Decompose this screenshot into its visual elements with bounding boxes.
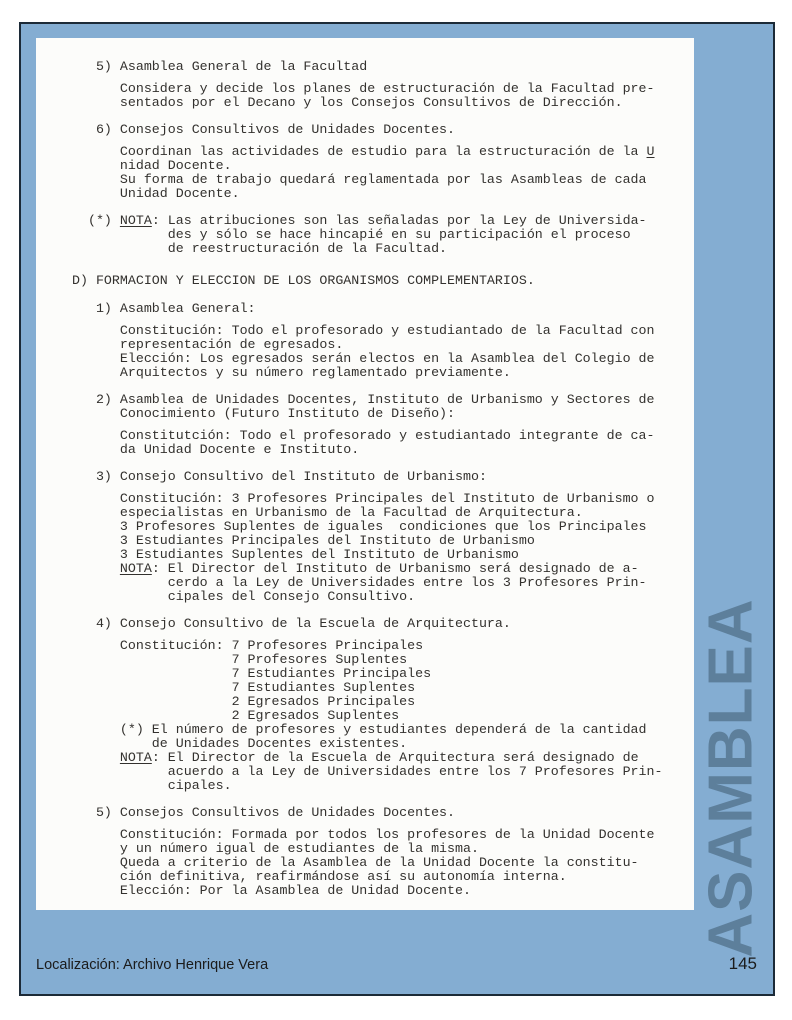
doc-block bbox=[72, 806, 694, 820]
doc-line: Constitución: Todo el profesorado y estudiantado de la Facultad con bbox=[72, 323, 655, 338]
blue-frame bbox=[19, 22, 775, 996]
doc-block bbox=[72, 123, 694, 137]
underlined-text: NOTA bbox=[119, 750, 152, 765]
doc-line: cipales del Consejo Consultivo. bbox=[72, 589, 416, 604]
doc-line: especialistas en Urbanismo de la Facultad de Arquitectura. bbox=[72, 505, 583, 520]
doc-block bbox=[72, 324, 694, 380]
doc-block bbox=[72, 60, 694, 74]
doc-block bbox=[72, 82, 694, 110]
doc-line: 3 Estudiantes Suplentes del Instituto de Urbanismo bbox=[72, 547, 519, 562]
doc-block bbox=[72, 429, 694, 457]
doc-line: Arquitectos y su número reglamentado previamente. bbox=[72, 365, 511, 380]
doc-line: Elección: Por la Asamblea de Unidad Docente. bbox=[72, 883, 471, 898]
doc-line: NOTA: El Director de la Escuela de Arquitectura será designado de bbox=[119, 750, 639, 765]
doc-line: Constitutción: Todo el profesorado y estudiantado integrante de ca- bbox=[72, 428, 655, 443]
doc-line: Conocimiento (Futuro Instituto de Diseño): bbox=[72, 406, 456, 421]
doc-line: Considera y decide los planes de estructuración de la Facultad pre- bbox=[72, 81, 655, 96]
footer-page-number: 145 bbox=[728, 954, 757, 973]
doc-block bbox=[72, 470, 694, 484]
doc-line: 3 Estudiantes Principales del Instituto de Urbanismo bbox=[72, 533, 535, 548]
doc-line: NOTA: El Director del Instituto de Urbanismo será designado de a- bbox=[119, 561, 639, 576]
doc-line: sentados por el Decano y los Consejos Consultivos de Dirección. bbox=[72, 95, 623, 110]
doc-line: 2) Asamblea de Unidades Docentes, Instituto de Urbanismo y Sectores de bbox=[72, 392, 655, 407]
doc-line: cerdo a la Ley de Universidades entre los 3 Profesores Prin- bbox=[72, 575, 647, 590]
doc-line: D) FORMACION Y ELECCION DE LOS ORGANISMOS COMPLEMENTARIOS. bbox=[72, 273, 535, 288]
doc-line: nidad Docente. bbox=[72, 158, 232, 173]
footer-location-label: Localización: Archivo Henrique Vera bbox=[36, 957, 269, 973]
doc-line: Su forma de trabajo quedará reglamentada por las Asambleas de cada bbox=[72, 172, 647, 187]
scanned-document-page bbox=[36, 38, 694, 910]
doc-line: des y sólo se hace hincapié en su participación el proceso bbox=[72, 227, 631, 242]
doc-line: acuerdo a la Ley de Universidades entre los 7 Profesores Prin- bbox=[72, 764, 663, 779]
doc-line: 5) Asamblea General de la Facultad bbox=[72, 59, 368, 74]
doc-block bbox=[72, 617, 694, 631]
doc-line: 2 Egresados Suplentes bbox=[72, 708, 400, 723]
doc-line: (*) El número de profesores y estudiantes dependerá de la cantidad bbox=[72, 722, 647, 737]
doc-block bbox=[72, 145, 694, 201]
doc-block bbox=[72, 302, 694, 316]
doc-block bbox=[72, 214, 694, 256]
underlined-text: U bbox=[646, 144, 655, 159]
doc-line: 4) Consejo Consultivo de la Escuela de Arquitectura. bbox=[72, 616, 511, 631]
doc-line: Coordinan las actividades de estudio para la estructuración de la U bbox=[72, 144, 655, 159]
doc-line: da Unidad Docente e Instituto. bbox=[72, 442, 360, 457]
doc-block bbox=[72, 393, 694, 421]
doc-line: 3 Profesores Suplentes de iguales condiciones que los Principales bbox=[72, 519, 647, 534]
doc-line: ción definitiva, reafirmándose así su autonomía interna. bbox=[72, 869, 567, 884]
footer bbox=[36, 954, 757, 974]
doc-line: y un número igual de estudiantes de la misma. bbox=[72, 841, 479, 856]
doc-line: Constitución: 3 Profesores Principales del Instituto de Urbanismo o bbox=[72, 491, 655, 506]
doc-line: 7 Profesores Suplentes bbox=[72, 652, 408, 667]
doc-line: 1) Asamblea General: bbox=[72, 301, 256, 316]
doc-block bbox=[72, 639, 694, 793]
doc-block bbox=[72, 828, 694, 898]
doc-line: 5) Consejos Consultivos de Unidades Docentes. bbox=[72, 805, 456, 820]
underlined-text: NOTA bbox=[119, 213, 152, 228]
doc-line: Queda a criterio de la Asamblea de la Unidad Docente la constitu- bbox=[72, 855, 639, 870]
doc-line: 3) Consejo Consultivo del Instituto de Urbanismo: bbox=[72, 469, 487, 484]
doc-line: Unidad Docente. bbox=[72, 186, 240, 201]
doc-line: 7 Estudiantes Suplentes bbox=[72, 680, 416, 695]
doc-block bbox=[72, 274, 694, 288]
doc-line: (*) NOTA: Las atribuciones son las señaladas por la Ley de Universida- bbox=[72, 213, 647, 228]
doc-line: Constitución: Formada por todos los profesores de la Unidad Docente bbox=[72, 827, 655, 842]
doc-block bbox=[72, 492, 694, 604]
doc-line: de reestructuración de la Facultad. bbox=[72, 241, 448, 256]
doc-line: Elección: Los egresados serán electos en la Asamblea del Colegio de bbox=[72, 351, 655, 366]
doc-line: representación de egresados. bbox=[72, 337, 344, 352]
doc-line: 6) Consejos Consultivos de Unidades Docentes. bbox=[72, 122, 456, 137]
doc-line: de Unidades Docentes existentes. bbox=[72, 736, 408, 751]
doc-line: Constitución: 7 Profesores Principales bbox=[72, 638, 424, 653]
doc-line: 7 Estudiantes Principales bbox=[72, 666, 432, 681]
side-label-asamblea: ASAMBLEA bbox=[696, 598, 766, 958]
doc-line: cipales. bbox=[72, 778, 232, 793]
typewritten-text bbox=[36, 38, 694, 898]
doc-line: 2 Egresados Principales bbox=[72, 694, 416, 709]
underlined-text: NOTA bbox=[119, 561, 152, 576]
